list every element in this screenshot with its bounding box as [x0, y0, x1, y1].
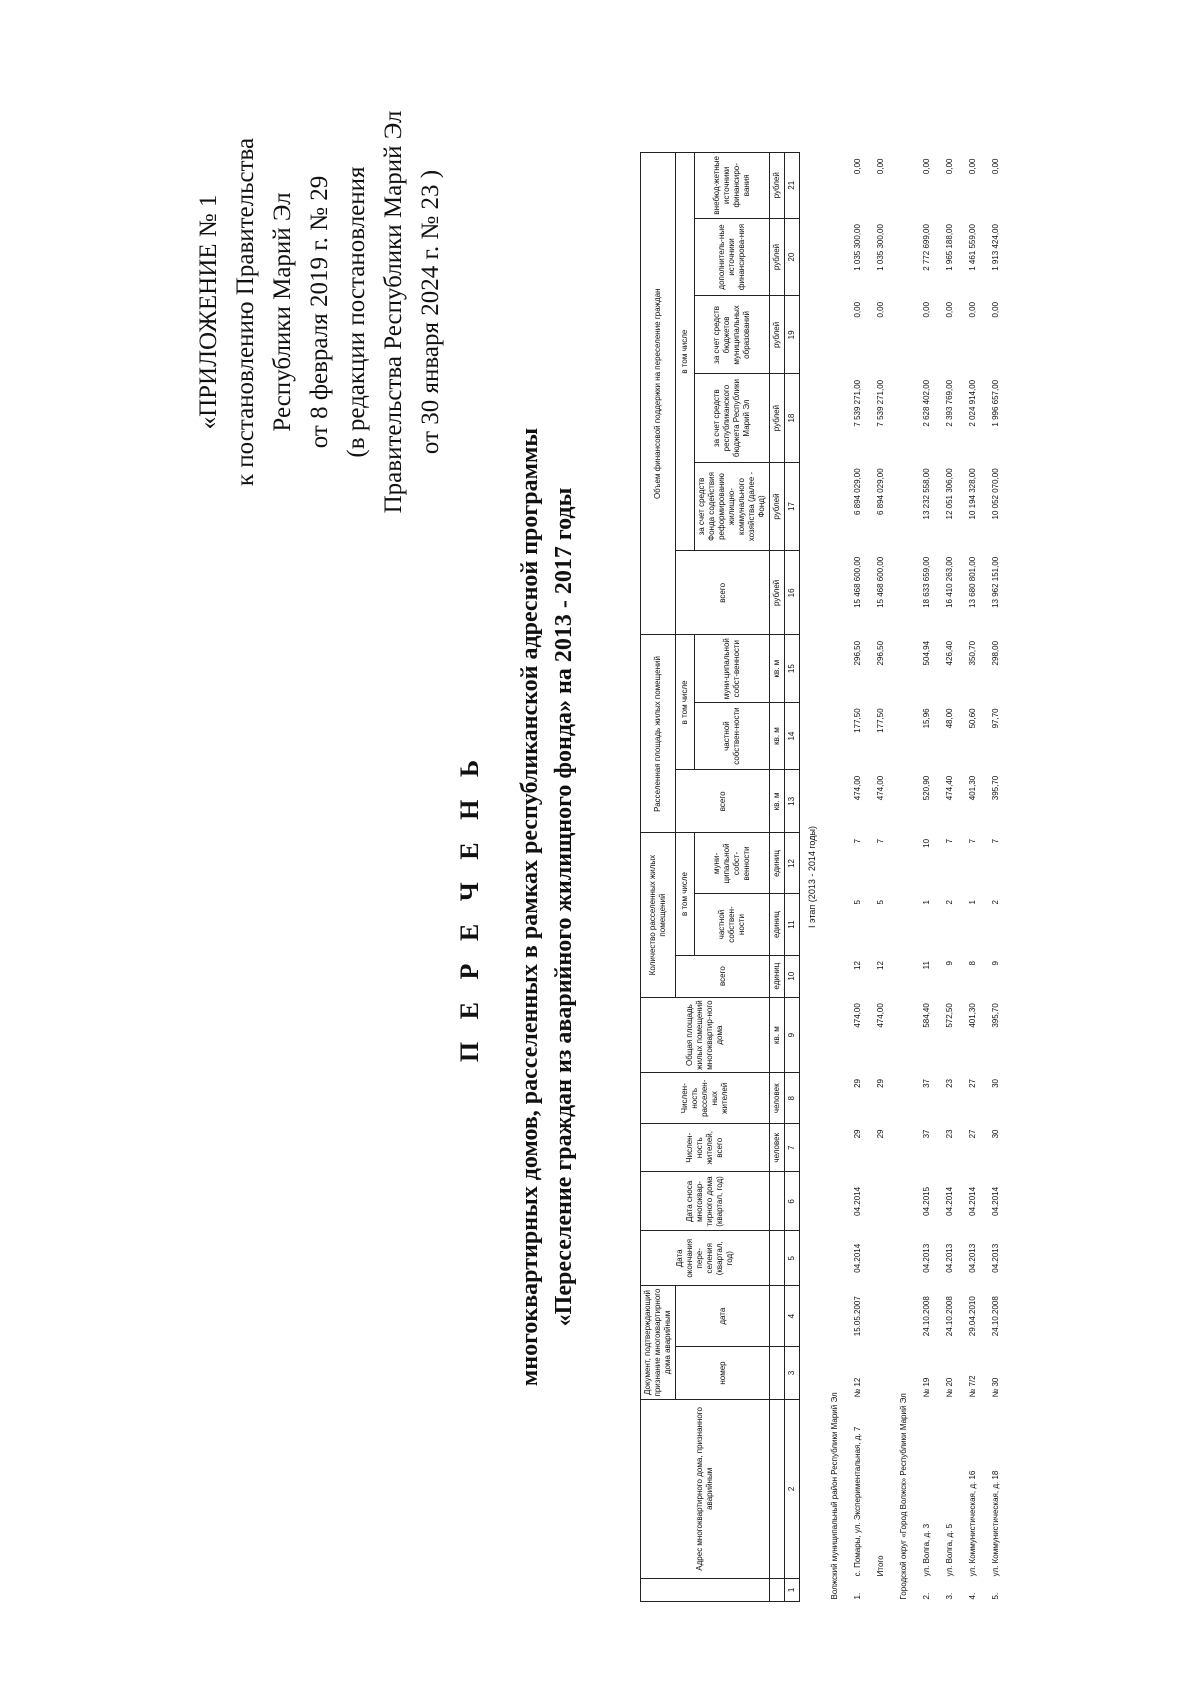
table-cell: 9: [944, 961, 954, 966]
table-cell: [869, 1231, 892, 1286]
table-cell: 13 232 558,00: [921, 468, 931, 520]
section-row-text: Городской округ «Город Волжск» Республики Марий Эл: [898, 1393, 908, 1600]
col-area-total: всего: [676, 770, 770, 833]
table-cell: 395,70: [990, 1003, 1000, 1028]
table-cell: 04.2014: [990, 1186, 1000, 1216]
table-cell: 9: [990, 961, 1000, 966]
col-area-private: частной собствен-ности: [695, 702, 770, 769]
col-doc-number: номер: [676, 1347, 770, 1400]
table-cell: с. Помары, ул. Экспериментальная, д. 7: [852, 1426, 862, 1577]
column-number-cell: 10: [785, 955, 800, 997]
unit-cell: единиц: [770, 955, 785, 997]
title-main: П Е Р Е Ч Е Н Ь: [455, 751, 484, 1063]
table-cell: ул. Волга, д. 5: [944, 1523, 954, 1577]
table-cell: [869, 1286, 892, 1347]
col-num: [641, 1578, 770, 1601]
unit-cell: рублей: [770, 153, 785, 219]
table-cell: 10: [921, 838, 931, 848]
table-cell: 296,50: [875, 640, 885, 666]
table-cell: № 20: [944, 1377, 954, 1398]
table-cell: 37: [921, 1078, 931, 1088]
table-cell: 2 772 699,00: [921, 224, 931, 271]
table-cell: 24.10.2008: [944, 1296, 954, 1337]
table-cell: 474,00: [875, 1003, 885, 1028]
table-cell: 11: [921, 961, 931, 970]
header-line: от 30 января 2024 г. № 23 ): [417, 169, 444, 455]
header-line: (в редакции постановления: [343, 166, 370, 458]
col-fin-total: всего: [676, 551, 770, 635]
column-number-cell: 9: [785, 997, 800, 1073]
col-area-incl: в том числе: [676, 635, 695, 770]
column-number-cell: 6: [785, 1172, 800, 1231]
title-line-2: «Переселение граждан из аварийного жилищного фонда» на 2013 - 2017 годы: [551, 487, 577, 1327]
column-number-cell: 3: [785, 1347, 800, 1400]
table-cell: 1 913 424,00: [990, 224, 1000, 271]
col-demolition: Дата сноса многоквар-тирного дома (квартал, год): [641, 1172, 770, 1231]
table-cell: № 7/2: [967, 1375, 977, 1398]
table-cell: 6 894 029,00: [852, 468, 862, 516]
table-cell: 04.2013: [990, 1243, 1000, 1273]
table-cell: 30: [990, 1129, 1000, 1139]
table-cell: 24.10.2008: [990, 1296, 1000, 1337]
table-cell: 2: [990, 900, 1000, 905]
table-cell: 37: [921, 1129, 931, 1139]
col-count-total: всего: [676, 955, 770, 997]
appendix-header: [190, 52, 449, 572]
stage-row-text: I этап (2013 - 2014 годы): [806, 826, 817, 928]
table-cell: 3.: [944, 1592, 954, 1600]
col-resettled: Числен-ность расселен-ных жителей: [641, 1073, 770, 1124]
header-line: от 8 февраля 2019 г. № 29: [306, 175, 333, 449]
column-number-cell: 5: [785, 1231, 800, 1286]
table-cell: 04.2013: [967, 1243, 977, 1273]
table-cell: 350,70: [967, 640, 977, 666]
table-cell: 15 468 600,00: [852, 556, 862, 608]
table-cell: 5: [875, 900, 885, 905]
col-mun-budget: за счет средств бюджетов муниципальных образований: [695, 296, 770, 374]
table-cell: 7: [990, 838, 1000, 844]
table-cell: № 30: [990, 1377, 1000, 1398]
header-line: Правительства Республики Марий Эл: [380, 110, 407, 514]
table-cell: 0,00: [967, 301, 977, 318]
table-cell: 0,00: [967, 158, 977, 175]
table-cell: 7: [875, 838, 885, 844]
col-rep-budget: за счет средств республиканского бюджета Республики Марий Эл: [695, 374, 770, 462]
table-cell: 2 024 914,00: [967, 379, 977, 427]
table-cell: 4.: [967, 1592, 977, 1600]
table-cell: 12: [875, 961, 885, 970]
table-cell: 474,40: [944, 775, 954, 801]
table-cell: 177,50: [852, 708, 862, 733]
unit-cell: кв. м: [770, 770, 785, 833]
unit-cell: рублей: [770, 374, 785, 462]
table-cell: 1: [921, 900, 931, 905]
unit-cell: человек: [770, 1073, 785, 1124]
col-fin-incl: в том числе: [676, 153, 695, 551]
col-document: Документ, подтверждающий признание многоквартирного дома аварийным: [641, 1286, 676, 1400]
table-cell: 2.: [921, 1592, 931, 1600]
table-cell: 04.2014: [967, 1186, 977, 1216]
table-cell: 04.2014: [944, 1186, 954, 1216]
table-cell: 584,40: [921, 1003, 931, 1028]
table-cell: 1 035 300,00: [875, 224, 885, 271]
table-cell: 23: [944, 1078, 954, 1088]
table-cell: [869, 1172, 892, 1231]
header-line: «ПРИЛОЖЕНИЕ № 1: [195, 194, 222, 430]
table-cell: № 19: [921, 1377, 931, 1398]
unit-cell: кв. м: [770, 702, 785, 769]
stage-row: [800, 153, 824, 1602]
table-cell: 12 051 306,00: [944, 468, 954, 520]
table-cell: 15.05.2007: [852, 1296, 862, 1337]
table-cell: 5.: [990, 1592, 1000, 1600]
column-number-cell: 21: [785, 153, 800, 219]
column-number-cell: 20: [785, 218, 800, 296]
table-cell: 177,50: [875, 708, 885, 733]
table-row: [915, 153, 938, 1602]
table-cell: ул. Коммунистическая, д. 16: [967, 1470, 977, 1577]
col-count-incl: в том числе: [676, 833, 695, 955]
table-cell: 23: [944, 1129, 954, 1139]
col-end-date: Дата окончания пере-селения (квартал, год): [641, 1231, 770, 1286]
unit-cell: рублей: [770, 218, 785, 296]
table-cell: 0,00: [944, 158, 954, 175]
table-cell: 29: [852, 1129, 862, 1139]
header-line: к постановлению Правительства: [232, 137, 259, 487]
unit-cell: кв. м: [770, 635, 785, 702]
table-cell: 50,60: [967, 708, 977, 729]
houses-table: [640, 152, 1007, 1602]
section-row: [892, 153, 915, 1602]
section-row-text: Волжский муниципальный район Республики Марий Эл: [829, 1392, 839, 1600]
table-cell: 29: [875, 1129, 885, 1139]
col-area-group: Расселенная площадь жилых помещений: [641, 635, 676, 833]
table-row: [869, 153, 892, 1602]
table-cell: 1 996 657,00: [990, 379, 1000, 427]
title-line-1: многоквартирных домов, расселенных в рамках республиканской адресной программы: [517, 427, 543, 1387]
col-address: Адрес многоквартирного дома, признанного аварийным: [641, 1399, 770, 1578]
table-cell: 04.2014: [852, 1243, 862, 1273]
table-cell: 13 680 801,00: [967, 556, 977, 608]
table-cell: 04.2013: [921, 1243, 931, 1273]
table-cell: 16 410 263,00: [944, 556, 954, 608]
table-cell: 572,50: [944, 1003, 954, 1028]
table-cell: 0,00: [921, 158, 931, 175]
col-add-sources: дополнитель-ные источники финансирова-ния: [695, 218, 770, 296]
table-cell: Итого: [875, 1555, 885, 1577]
table-cell: 2 628 402,00: [921, 379, 931, 427]
column-number-cell: 15: [785, 635, 800, 702]
table-cell: 15,96: [921, 708, 931, 729]
table-cell: 2 393 769,00: [944, 379, 954, 427]
table-cell: 474,00: [875, 775, 885, 801]
table-cell: 0,00: [990, 158, 1000, 175]
table-cell: 1 965 188,00: [944, 224, 954, 271]
table-cell: 12: [852, 961, 862, 970]
table-cell: 04.2014: [852, 1186, 862, 1216]
table-cell: 18 633 659,00: [921, 556, 931, 608]
column-number-cell: 7: [785, 1124, 800, 1172]
table-cell: 1: [967, 900, 977, 905]
table-cell: 04.2015: [921, 1186, 931, 1216]
table-body: [800, 153, 1008, 1602]
table-cell: 0,00: [875, 158, 885, 175]
unit-cell: единиц: [770, 833, 785, 894]
table-cell: 30: [990, 1078, 1000, 1088]
col-area-municipal: муни-ципальной собст-венности: [695, 635, 770, 702]
houses-table-wrap: [640, 152, 1007, 1602]
unit-cell: рублей: [770, 296, 785, 374]
col-total-area: Общая площадь жилых помещений многоквартир-ного дома: [641, 997, 770, 1073]
col-count-private: частной собствен-ности: [695, 894, 770, 955]
col-extra-budget: внебюд-жетные источники финансиро-вания: [695, 153, 770, 219]
table-cell: [869, 1578, 892, 1601]
document-title: [455, 257, 581, 1557]
unit-cell: [770, 1231, 785, 1286]
table-cell: 0,00: [852, 158, 862, 175]
table-cell: 04.2013: [944, 1243, 954, 1273]
table-cell: 7: [852, 838, 862, 844]
table-cell: 504,94: [921, 640, 931, 666]
table-cell: 29.04.2010: [967, 1296, 977, 1337]
table-cell: 520,90: [921, 775, 931, 801]
table-cell: 8: [967, 961, 977, 966]
table-cell: 7 539 271,00: [875, 379, 885, 427]
table-cell: 0,00: [944, 301, 954, 318]
unit-cell: человек: [770, 1124, 785, 1172]
column-number-cell: 2: [785, 1399, 800, 1578]
table-row: [846, 153, 869, 1602]
table-cell: 27: [967, 1129, 977, 1139]
unit-cell: рублей: [770, 462, 785, 550]
table-cell: 5: [852, 900, 862, 905]
table-cell: 29: [875, 1078, 885, 1088]
col-finance-group: Объем финансовой поддержки на переселение граждан: [641, 153, 676, 635]
table-cell: ул. Волга, д. 3: [921, 1523, 931, 1577]
table-cell: 0,00: [852, 301, 862, 318]
table-cell: 0,00: [990, 301, 1000, 318]
header-line: Республики Марий Эл: [269, 192, 296, 432]
table-row: [938, 153, 961, 1602]
table-cell: 1 035 300,00: [852, 224, 862, 271]
column-number-cell: 16: [785, 551, 800, 635]
table-cell: 10 052 070,00: [990, 468, 1000, 520]
unit-cell: [770, 1347, 785, 1400]
column-number-cell: 12: [785, 833, 800, 894]
table-cell: 1.: [852, 1592, 862, 1600]
table-cell: 24.10.2008: [921, 1296, 931, 1337]
col-doc-date: дата: [676, 1286, 770, 1347]
column-number-cell: 11: [785, 894, 800, 955]
column-number-cell: 17: [785, 462, 800, 550]
table-cell: 7: [967, 838, 977, 844]
table-cell: [869, 1347, 892, 1400]
units-row: [770, 153, 785, 1602]
table-cell: № 12: [852, 1377, 862, 1398]
table-cell: 15 468 600,00: [875, 556, 885, 608]
table-cell: 0,00: [875, 301, 885, 318]
column-number-cell: 8: [785, 1073, 800, 1124]
table-cell: 426,40: [944, 640, 954, 666]
column-number-cell: 1: [785, 1578, 800, 1601]
table-cell: 0,00: [921, 301, 931, 318]
table-cell: 48,00: [944, 708, 954, 729]
table-cell: 474,00: [852, 1003, 862, 1028]
table-cell: 10 194 328,00: [967, 468, 977, 520]
column-number-cell: 4: [785, 1286, 800, 1347]
table-cell: ул. Коммунистическая, д. 18: [990, 1470, 1000, 1577]
unit-cell: [770, 1286, 785, 1347]
table-cell: 1 461 559,00: [967, 224, 977, 271]
col-count-municipal: муни-ципальной собст-венности: [695, 833, 770, 894]
table-row: [984, 153, 1007, 1602]
column-numbers-row: [785, 153, 800, 1602]
table-cell: 97,70: [990, 708, 1000, 729]
table-cell: 401,30: [967, 775, 977, 801]
table-cell: 7 539 271,00: [852, 379, 862, 427]
col-fund: за счет средств Фонда содействия реформированию жилищно-коммунального хозяйства (далее - Фонд): [695, 462, 770, 550]
column-number-cell: 14: [785, 702, 800, 769]
column-number-cell: 13: [785, 770, 800, 833]
column-number-cell: 18: [785, 374, 800, 462]
table-cell: 2: [944, 900, 954, 905]
table-cell: 29: [852, 1078, 862, 1088]
table-cell: 296,50: [852, 640, 862, 666]
table-cell: 7: [944, 838, 954, 844]
unit-cell: [770, 1172, 785, 1231]
unit-cell: [770, 1399, 785, 1578]
unit-cell: рублей: [770, 551, 785, 635]
unit-cell: [770, 1578, 785, 1601]
unit-cell: кв. м: [770, 997, 785, 1073]
table-cell: 298,00: [990, 640, 1000, 666]
table-cell: 401,30: [967, 1003, 977, 1028]
section-row: [823, 153, 846, 1602]
unit-cell: единиц: [770, 894, 785, 955]
col-count-group: Количество расселенных жилых помещений: [641, 833, 676, 997]
table-cell: 474,00: [852, 775, 862, 801]
col-residents: Числен-ность жителей, всего: [641, 1124, 770, 1172]
table-cell: 13 962 151,00: [990, 556, 1000, 608]
table-row: [961, 153, 984, 1602]
table-cell: 6 894 029,00: [875, 468, 885, 516]
column-number-cell: 19: [785, 296, 800, 374]
table-cell: 395,70: [990, 775, 1000, 801]
table-cell: 27: [967, 1078, 977, 1088]
